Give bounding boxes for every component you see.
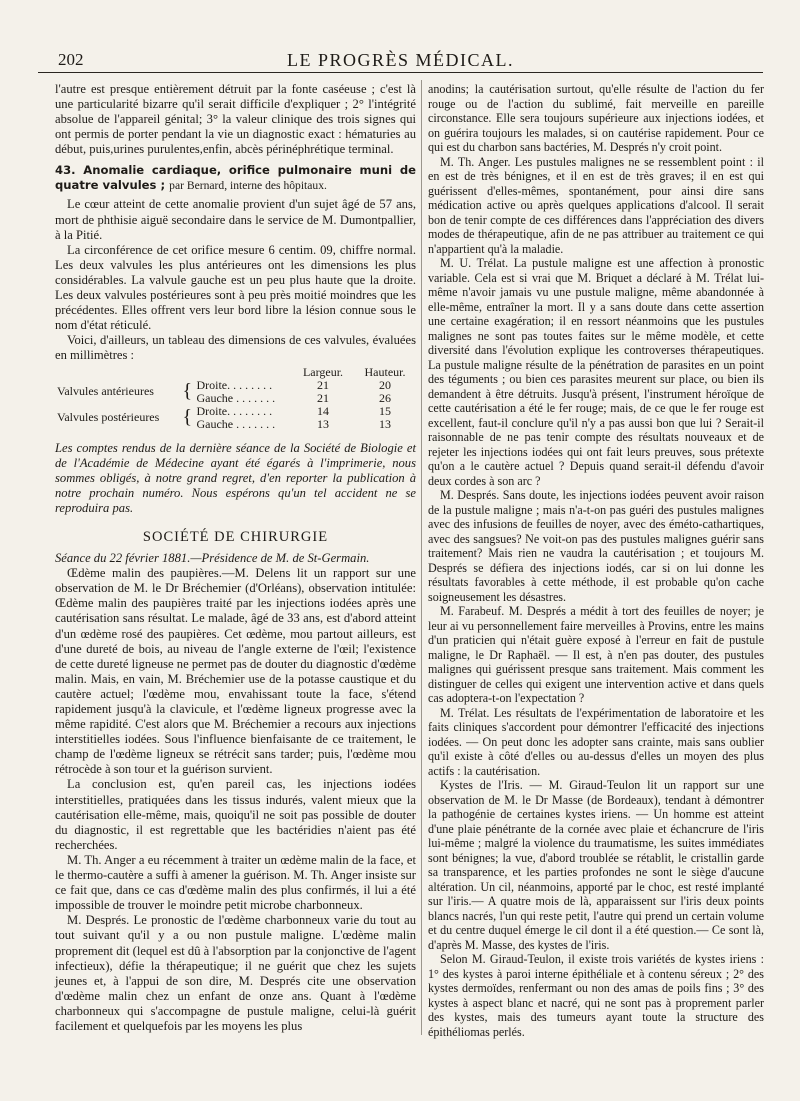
session-line: Séance du 22 février 1881.—Présidence de M. de St-Germain.: [55, 551, 370, 566]
row-label: Droite. . . . . . . .: [196, 377, 273, 392]
col-header-height: Hauteur.: [364, 364, 406, 379]
circumference-paragraph: La circonférence de cet orifice mesure 6 centim. 09, chiffre normal. Les deux valvules les plus antérieures ont les dimensions les plus considérables. La valvule gauche est un peu plus haute que la droite. Les deux valvules postérieures sont à peu près moitié moindres que les précédentes. Elles offrent vers leur bord libre la lésion connue sous le nom d'état réticulé.: [55, 242, 416, 333]
paragraph-anger: M. Th. Anger. Les pustules malignes ne se ressemblent point : il en est de très bénignes, et il en est de très graves; il en est qui guérissent d'elles-mêmes, spontanément, pour ainsi dire sans médication active ou après quelques applications d'alcool. Il serait bon de tenir compte de ces différences dans l'appréciation des divers modes de thérapeutique, afin de ne pas attribuer au traitement ce qui n'appartient qu'à la maladie.: [428, 154, 764, 256]
valve-dimensions-table: [55, 366, 416, 431]
section-43-title: 43. Anomalie cardiaque, orifice pulmonaire muni de quatre valvules ;: [55, 163, 416, 193]
cell-height: 15: [379, 403, 391, 418]
anger-paragraph: M. Th. Anger a eu récemment à traiter un œdème malin de la face, et le thermo-cautère a suffi à amener la guérison. M. Th. Anger insiste sur ce fait que, dans ce cas d'œdème malin des plus confirmés, il lui a été impossible de trouver le moindre petit microbe charbonneux.: [55, 852, 416, 913]
brace: {: [182, 406, 193, 428]
case-conclusion-paragraph: l'autre est presque entièrement détruit par la fonte caséeuse ; c'est là une particularité bizarre qu'il serait difficile d'expliquer ; 2° l'intégrité absolue de l'appareil génital; 3° la valeur clinique des trois signes qui ont permis de porter pendant la vie un diagnostic exact : hématuries au début, puis,urines purulentes,enfin, abcès périnéphrétique terminal.: [55, 82, 416, 157]
cell-width: 14: [317, 403, 329, 418]
page-header: [38, 44, 763, 73]
conclusion-paragraph: La conclusion est, qu'en pareil cas, les injections iodées interstitielles, pratiquées dans les tissus indurés, valent mieux que la cautérisation elle-même, mais, quoiqu'il ne soit pas possible de douter du diagnostic, il est regrettable que les bactéridies n'aient pas été recherchées.: [55, 777, 416, 852]
row-group-anterior: Valvules antérieures: [57, 384, 154, 398]
cell-height: 26: [379, 390, 391, 405]
paragraph-giraud-teulon: Selon M. Giraud-Teulon, il existe trois variétés de kystes iriens : 1° des kystes à paroi interne épithéliale et à contenu séreux ; 2° des kystes dermoïdes, renfermant ou non des amas de poils fins ; 3° des kystes à aspect blanc et nacré, qui ne sont pas à proprement parler des kystes, mais des tumeurs ayant toute la structure des épithéliomas perlés.: [428, 952, 764, 1039]
journal-title: LE PROGRÈS MÉDICAL.: [286, 50, 514, 70]
paragraph-kystes-iris: Kystes de l'Iris. — M. Giraud-Teulon lit un rapport sur une observation de M. le Dr Masse (de Bordeaux), tendant à démontrer la pathogénie de certaines kystes iriens. — Un homme est atteint d'une plaie pénétrante de la cornée avec plaie et échancrure de l'iris lui-même ; malgré la violence du traumatisme, les suites immédiates sont bénignes; la vue, d'abord troublée se rétablit, le cristallin garde sa transparence, et les parties profondes ne sont le siège d'aucune altération. Un cil, néanmoins, apporté par le choc, est resté implanté sur l'iris.— A quatre mois de là, apparaissent sur l'iris deux points blancs nacrés, l'un qui reste petit, l'autre qui prend un certain volume et du centre duquel émerge le cil dont il a été question.— Ce sont là, d'après M. Masse, des kystes de l'iris.: [428, 778, 764, 952]
paragraph-farabeuf: M. Farabeuf. M. Després a médit à tort des feuilles de noyer; je leur ai vu personnellement faire merveilles à Provins, entre les mains d'un praticien qui n'était guère exposé à l'erreur en fait de pustule maligne, le Dr Raphaël. — Il est, à n'en pas douter, des pustules malignes qui guérissent presque sans traitement. Mais comment les distinguer de celles qui exigent une intervention active et dans quels cas adoptera-t-on l'expectation ?: [428, 604, 764, 705]
col-header-width: Largeur.: [302, 364, 344, 379]
paragraph-trelat: M. U. Trélat. La pustule maligne est une affection à pronostic variable. Cela est si vrai que M. Briquet a déclaré à M. Trélat lui-même n'avoir jamais vu une pustule maligne, même abandonnée à elle-même, entraîner la mort. Il y a sans doute dans cette assertion une certaine exagération; il en ressort néanmoins que les pustules malignes ne sont pas toutes faites sur le même modèle, et cette diversité dans l'évolution explique les controverses thérapeutiques. La pustule maligne résulte de la pénétration de parasites en un point des téguments ; ou bien ces parasites meurent sur place, ou bien ils demandent à être détruits. Jusqu'à présent, l'instrument héroïque de cette cautérisation a été le fer rouge; mais, de ce que le fer rouge est excellent, faut-il conclure qu'il n'y a pas aussi bon que lui ? Serait-il raisonnable de ne pas tenir compte des résultats nouveaux et de rejeter les injections iodées qui ont fait leurs preuves, sous prétexte qu'on a le cautère actuel ? Depuis quand serait-il défendu d'avoir deux cordes à son arc ?: [428, 256, 764, 488]
cell-width: 21: [317, 390, 329, 405]
editorial-notice: Les comptes rendus de la dernière séance de la Société de Biologie et de l'Académie de Médecine ayant été égarés à l'imprimerie, nous sommes obligés, à notre grand regret, d'en reporter la publication à notre prochain numéro. Nous espérons qu'un tel accident ne se reproduira pas.: [55, 440, 416, 515]
page-number: 202: [58, 50, 84, 69]
row-label: Gauche . . . . . . .: [196, 416, 276, 431]
row-label: Gauche . . . . . . .: [196, 390, 276, 405]
left-column: [55, 82, 416, 1034]
cell-height: 20: [379, 377, 391, 392]
row-group-posterior: Valvules postérieures: [57, 410, 160, 424]
despres-paragraph: M. Després. Le pronostic de l'œdème charbonneux varie du tout au tout suivant qu'il y a ou non pustule maligne. L'œdème malin proprement dit (lequel est dû à l'absorption par la conjonctive de l'agent infectieux), défie la thérapeutique; il ne guérit que chez les sujets jeunes et, à l'appui de son dire, M. Després cite une observation d'œdème malin chez un enfant de onze ans. Quant à l'œdème charbonneux qui s'accompagne de pustule maligne, celui-là guérit facilement et quelquefois par les moyens les plus: [55, 913, 416, 1033]
paragraph-trelat-2: M. Trélat. Les résultats de l'expérimentation de laboratoire et les faits cliniques s'accordent pour démontrer l'efficacité des injections iodées. — On peut donc les adopter sans crainte, mais sans oublier qu'il existe à côté d'elles ou au-dessus d'elles un moyen des plus actifs : la cautérisation.: [428, 705, 764, 778]
paragraph-anodins: anodins; la cautérisation surtout, qu'elle résulte de l'action du fer rouge ou de l'action du sublimé, fait merveille en pareille circonstance. Elle sera toujours supérieure aux injections iodées, et on guérira toujours les malades, si on cautérise rapidement. Pour ce qui est du charbon sans bactéries, M. Després n'y croit point.: [428, 82, 764, 154]
column-divider: [421, 80, 422, 1035]
row-label: Droite. . . . . . . .: [196, 403, 273, 418]
brace: {: [182, 380, 193, 402]
society-title: SOCIÉTÉ DE CHIRURGIE: [142, 528, 329, 545]
right-column: [428, 82, 764, 1039]
cell-width: 21: [317, 377, 329, 392]
oedema-paragraph: Œdème malin des paupières.—M. Delens lit un rapport sur une observation de M. le Dr Bréchemier (d'Orléans), observation intitulée: Œdème malin des paupières traité par les injections iodées après une cautérisation sans résultat. Le malade, âgé de 33 ans, est d'abord atteint d'un œdème rosé des paupières. Cet œdème, mou partout ailleurs, est d'une dureté de bois, au niveau de l'angle externe de l'œil; l'existence de cette dureté ligneuse ne permet pas de douter du diagnostic d'œdème malin. Mais, en vain, M. Bréchemier use de la potasse caustique et du cautère actuel; l'œdème mou, envahissant toute la face, s'étend rapidement jusqu'à la clavicule, et l'œdème ligneux progresse avec la même rapidité. C'est alors que M. Bréchemier a recours aux injections interstitielles iodées. Sous l'influence bienfaisante de ce traitement, le champ de l'œdème ligneux se rétrécit sans tarder; puis, l'œdème mou rétrocède à son tour et la guérison survient.: [55, 566, 416, 777]
section-43-byline: par Bernard, interne des hôpitaux.: [169, 179, 327, 193]
cell-height: 13: [379, 416, 391, 431]
paragraph-despres: M. Després. Sans doute, les injections iodées peuvent avoir raison de la pustule maligne ; mais n'a-t-on pas guéri des pustules malignes avec des infusions de feuilles de noyer, avec des éméto-cathartiques, avec des sangsues? Ne voit-on pas des pustules malignes guérir sans traitement? Mais rien ne vaudra la cautérisation ; et toujours M. Després se défiera des injections iodés, car si on lui donne les résultats favorables à cette méthode, il est probable qu'on cache soigneusement les désastres.: [428, 488, 764, 604]
heart-paragraph: Le cœur atteint de cette anomalie provient d'un sujet âgé de 57 ans, mort de phthisie aiguë secondaire dans le service de M. Dumontpallier, à la Pitié.: [55, 197, 416, 242]
cell-width: 13: [317, 416, 329, 431]
section-43-heading: [55, 163, 416, 193]
table-intro-paragraph: Voici, d'ailleurs, un tableau des dimensions de ces valvules, évaluées en millimètres :: [55, 333, 416, 363]
